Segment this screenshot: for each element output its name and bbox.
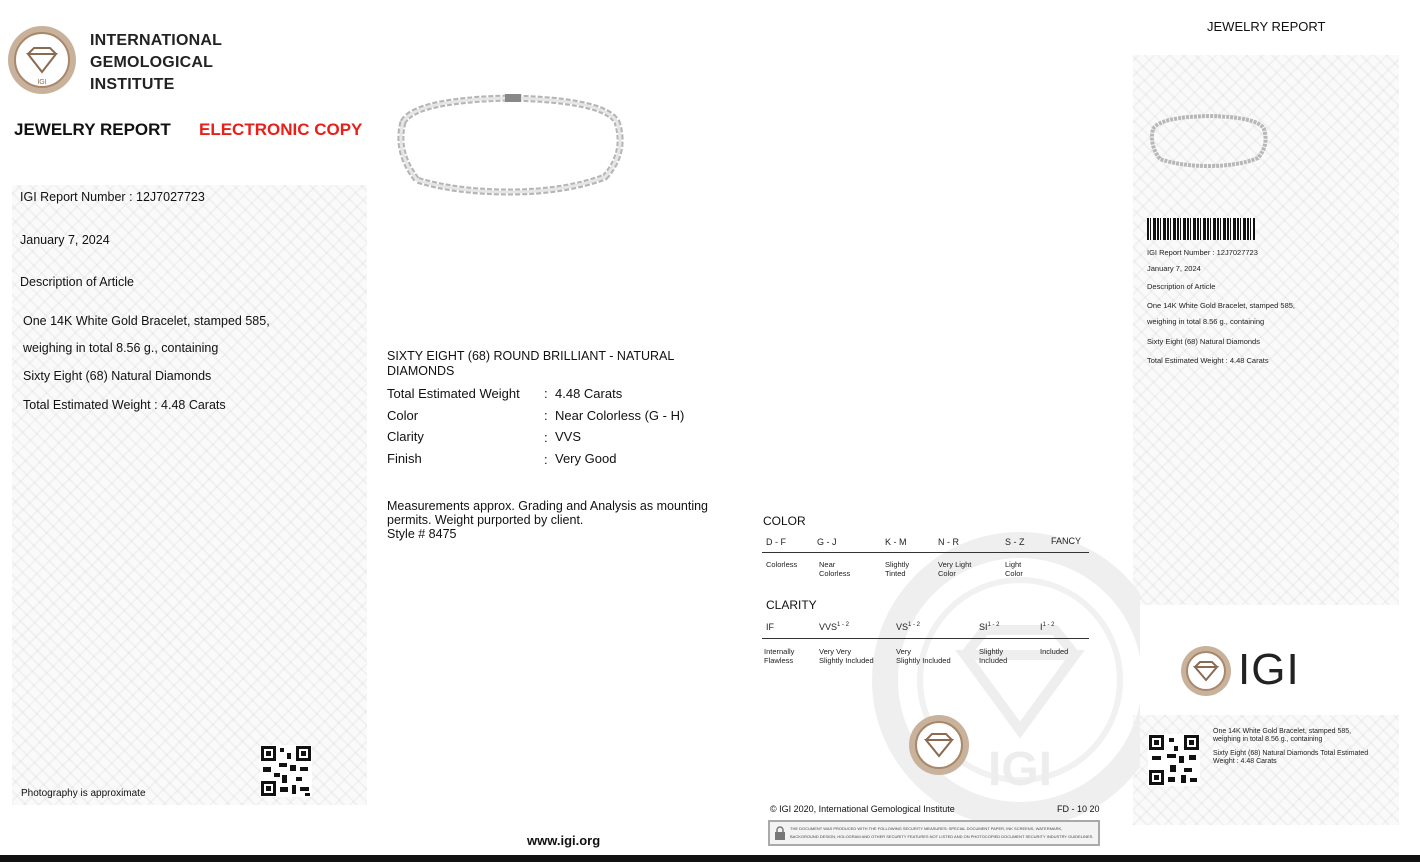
stub-qr-code: [1148, 734, 1200, 786]
color-desc: Light Color: [1005, 560, 1023, 578]
qr-code: [260, 745, 312, 797]
clarity-desc: Very Slightly Included: [896, 647, 951, 665]
grade-separator: :: [544, 386, 548, 401]
color-desc: Near Colorless: [819, 560, 851, 578]
clarity-grade: VVS$^{1 - 2}$: [819, 622, 850, 632]
description-line: weighing in total 8.56 g., containing: [23, 341, 219, 355]
form-code: FD - 10 20: [1057, 804, 1100, 814]
clarity-desc: Included: [1040, 647, 1069, 656]
grade-value: 4.48 Carats: [555, 386, 623, 401]
description-line: One 14K White Gold Bracelet, stamped 585,: [23, 314, 270, 328]
right-description-line: One 14K White Gold Bracelet, stamped 585,: [1147, 301, 1295, 310]
grade-value: Very Good: [555, 451, 617, 466]
stub-line: Weight : 4.48 Carats: [1213, 758, 1277, 765]
right-report-number: IGI Report Number : 12J7027723: [1147, 248, 1258, 257]
grade-separator: :: [544, 408, 548, 423]
color-grade: N - R: [938, 537, 959, 547]
bracelet-photo: [395, 92, 625, 202]
bottom-edge-bar: [0, 855, 1420, 862]
org-name-line2: GEMOLOGICAL: [90, 54, 214, 71]
style-number: Style # 8475: [387, 527, 457, 541]
clarity-grade: $I^{1 - 2}$: [1040, 622, 1055, 632]
lock-icon: [774, 826, 786, 841]
color-grade: D - F: [766, 537, 786, 547]
color-desc: Colorless: [766, 560, 798, 569]
stub-line: weighing in total 8.56 g., containing: [1213, 736, 1323, 743]
color-grade: K - M: [885, 537, 907, 547]
website-link[interactable]: www.igi.org: [527, 833, 601, 848]
clarity-desc: Very Very Slightly Included: [819, 647, 874, 665]
report-number: IGI Report Number : 12J7027723: [20, 190, 205, 204]
right-description-line: Total Estimated Weight : 4.48 Carats: [1147, 356, 1269, 365]
stub-line: One 14K White Gold Bracelet, stamped 585,: [1213, 728, 1352, 735]
color-grade: FANCY: [1051, 536, 1082, 546]
right-description-heading: Description of Article: [1147, 282, 1216, 291]
clarity-desc: Slightly Included: [979, 647, 1008, 665]
report-title: JEWELRY REPORT: [14, 120, 171, 139]
igi-seal-logo: [6, 24, 78, 96]
security-line: THE DOCUMENT WAS PRODUCED WITH THE FOLLOWING SECURITY MEASURES: SPECIAL DOCUMENT PAPER, INK SCREENS, WATERMARK,: [790, 826, 1063, 831]
color-grade: G - J: [817, 537, 837, 547]
description-line: Sixty Eight (68) Natural Diamonds: [23, 369, 212, 383]
stub-text: [1213, 728, 1393, 766]
org-name-line1: INTERNATIONAL: [90, 32, 223, 49]
clarity-scale-title: CLARITY: [766, 598, 817, 612]
color-scale-title: COLOR: [763, 514, 806, 528]
barcode: [1147, 218, 1255, 240]
top-right-report-title: JEWELRY REPORT: [1207, 19, 1326, 34]
grade-label: Total Estimated Weight: [387, 386, 520, 401]
clarity-desc: Internally Flawless: [764, 647, 795, 665]
igi-logo-seal: [1180, 645, 1232, 697]
svg-text:IGI: IGI: [987, 743, 1053, 796]
svg-text:IGI: IGI: [37, 79, 47, 86]
description-line: Total Estimated Weight : 4.48 Carats: [23, 398, 226, 412]
right-description-line: weighing in total 8.56 g., containing: [1147, 317, 1265, 326]
color-desc: Slightly Tinted: [885, 560, 910, 578]
grade-label: Color: [387, 408, 419, 423]
measurements-line: permits. Weight purported by client.: [387, 513, 584, 527]
grade-value: VVS: [555, 429, 582, 444]
grade-label: Clarity: [387, 429, 424, 444]
security-line: BACKGROUND DESIGN, HOLOGRAM AND OTHER SECURITY FEATURES NOT LISTED AND ON PHOTOCOPIED DOCUMENT SECURITY INDUSTRY GUIDELINES.: [790, 834, 1094, 839]
clarity-grade: IF: [766, 622, 774, 632]
stub-line: Sixty Eight (68) Natural Diamonds Total Estimated: [1213, 750, 1369, 757]
clarity-scale-rule: [762, 638, 1089, 639]
measurements-note: [387, 499, 708, 541]
right-report-date: January 7, 2024: [1147, 264, 1201, 273]
bracelet-thumbnail: [1148, 113, 1270, 171]
report-date: January 7, 2024: [20, 233, 110, 247]
clarity-grade: SI$^{1 - 2}$: [979, 622, 1000, 632]
description-heading: Description of Article: [20, 275, 134, 289]
grade-separator: :: [544, 452, 548, 467]
security-notice: [768, 820, 1100, 846]
right-description-line: Sixty Eight (68) Natural Diamonds: [1147, 337, 1260, 346]
stone-heading: SIXTY EIGHT (68) ROUND BRILLIANT - NATURAL DIAMONDS: [387, 349, 674, 378]
org-name-line3: INSTITUTE: [90, 76, 175, 93]
photo-note: Photography is approximate: [21, 788, 146, 799]
clarity-grade: VS$^{1 - 2}$: [896, 622, 921, 632]
color-grade: S - Z: [1005, 537, 1025, 547]
org-name: [90, 30, 222, 96]
grade-separator: :: [544, 430, 548, 445]
small-seal-logo: [907, 713, 971, 777]
igi-logo-text: IGI: [1238, 645, 1300, 694]
color-desc: Very Light Color: [938, 560, 972, 578]
copyright: © IGI 2020, International Gemological Institute: [770, 804, 955, 814]
measurements-line: Measurements approx. Grading and Analysis as mounting: [387, 499, 709, 513]
grade-label: Finish: [387, 451, 422, 466]
grade-value: Near Colorless (G - H): [555, 408, 685, 423]
electronic-copy-label: ELECTRONIC COPY: [199, 120, 363, 139]
color-scale-rule: [762, 552, 1089, 553]
